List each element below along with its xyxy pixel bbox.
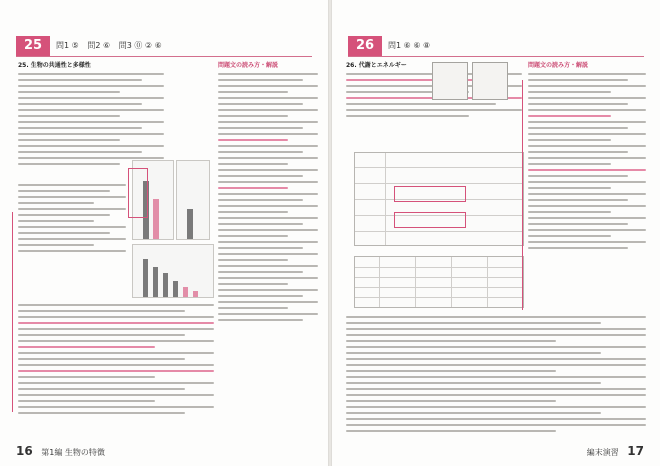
answer-row <box>388 40 436 51</box>
problem-number-badge: 25 <box>16 36 50 56</box>
highlight-box <box>394 186 466 202</box>
answer-q2: 問2 ⑥ <box>87 41 111 50</box>
pink-connector-line <box>522 80 523 310</box>
left-page-footer <box>16 444 105 458</box>
figure-plant-2 <box>472 62 508 100</box>
explanation-column <box>218 60 318 325</box>
figure-plant-1 <box>432 62 468 100</box>
highlight-box <box>128 168 148 218</box>
answer-row <box>56 40 168 51</box>
explanation-bottom <box>346 312 646 436</box>
page-number: 17 <box>627 444 644 458</box>
right-page <box>332 0 660 466</box>
explanation-column <box>528 60 646 253</box>
question-options <box>18 180 126 256</box>
explanation-title: 問題文の読み方・解説 <box>528 62 589 69</box>
left-page <box>0 0 328 466</box>
explanation-left <box>18 300 214 418</box>
answer-q1: 問1 ⑥ ⑥ ⑧ <box>388 41 431 50</box>
answer-q1: 問1 ⑤ <box>56 41 79 50</box>
explanation-title: 問題文の読み方・解説 <box>218 62 279 69</box>
figure-bar-chart <box>132 244 214 298</box>
footer-section: 編末演習 <box>586 448 619 457</box>
question-title: 25. 生物の共通性と多様性 <box>18 62 91 69</box>
right-page-footer <box>587 444 644 458</box>
choice-table <box>354 256 524 308</box>
answer-q3: 問3 ⓪ ② ⑥ <box>118 41 162 50</box>
left-page-header <box>16 36 312 57</box>
page-number: 16 <box>16 444 33 458</box>
figure-graph-2 <box>176 160 210 240</box>
right-page-header <box>348 36 644 57</box>
question-column <box>18 60 164 169</box>
pink-bracket-line <box>12 212 13 412</box>
question-title: 26. 代謝とエネルギー <box>346 62 407 69</box>
highlight-box <box>394 212 466 228</box>
footer-section: 第1編 生物の特徴 <box>41 448 105 457</box>
problem-number-badge: 26 <box>348 36 382 56</box>
